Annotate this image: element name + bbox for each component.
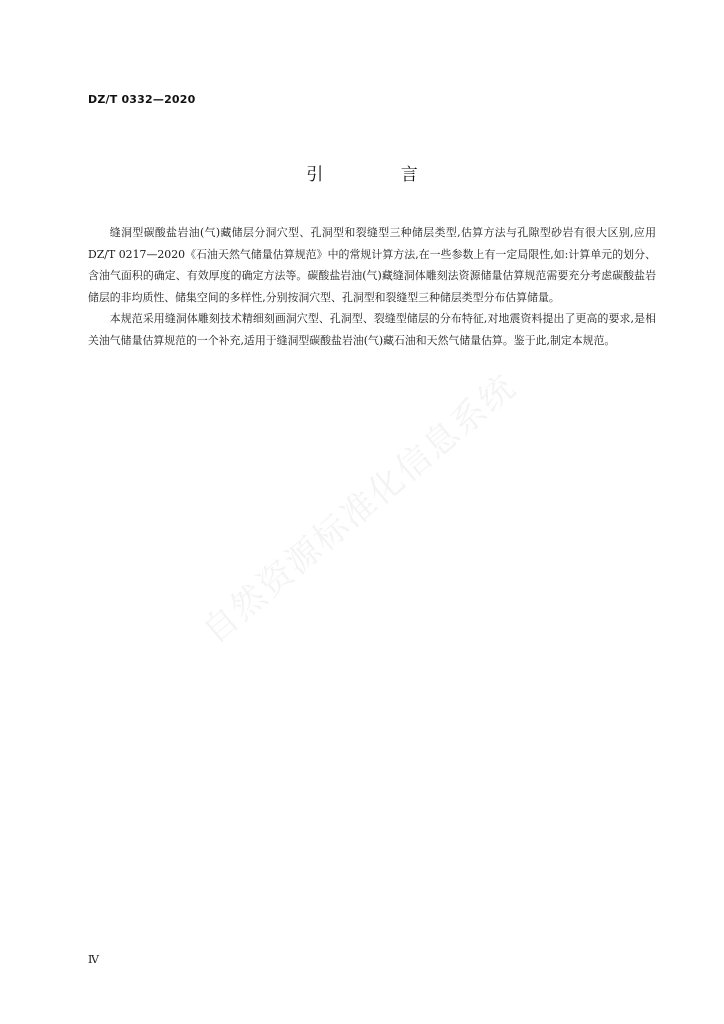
body-paragraph: 本规范采用缝洞体雕刻技术精细刻画洞穴型、孔洞型、裂缝型储层的分布特征,对地震资料提出了更高的要求,是相关油气储量估算规范的一个补充,适用于缝洞型碳酸盐岩油(气)藏石油和天然气储量估算。鉴于此,制定本规范。: [88, 312, 656, 347]
document-body: [88, 222, 656, 351]
page-number: Ⅳ: [88, 953, 99, 966]
body-paragraph: 缝洞型碳酸盐岩油(气)藏储层分洞穴型、孔洞型和裂缝型三种储层类型,估算方法与孔隙型砂岩有很大区别,应用 DZ/T 0217—2020《石油天然气储量估算规范》中的常规计算方法,在一些参数上有一定局限性,如:计算单元的划分、含油气面积的确定、有效厚度的确定方法等。碳酸盐岩油(气)藏缝洞体雕刻法资源储量估算规范需要充分考虑碳酸盐岩储层的非均质性、储集空间的多样性,分别按洞穴型、孔洞型和裂缝型三种储层类型分布估算储量。: [88, 226, 656, 304]
watermark: 自然资源标准化信息系统: [195, 366, 525, 652]
document-code: DZ/T 0332—2020: [88, 93, 196, 106]
page-title: 引 言: [306, 165, 454, 185]
